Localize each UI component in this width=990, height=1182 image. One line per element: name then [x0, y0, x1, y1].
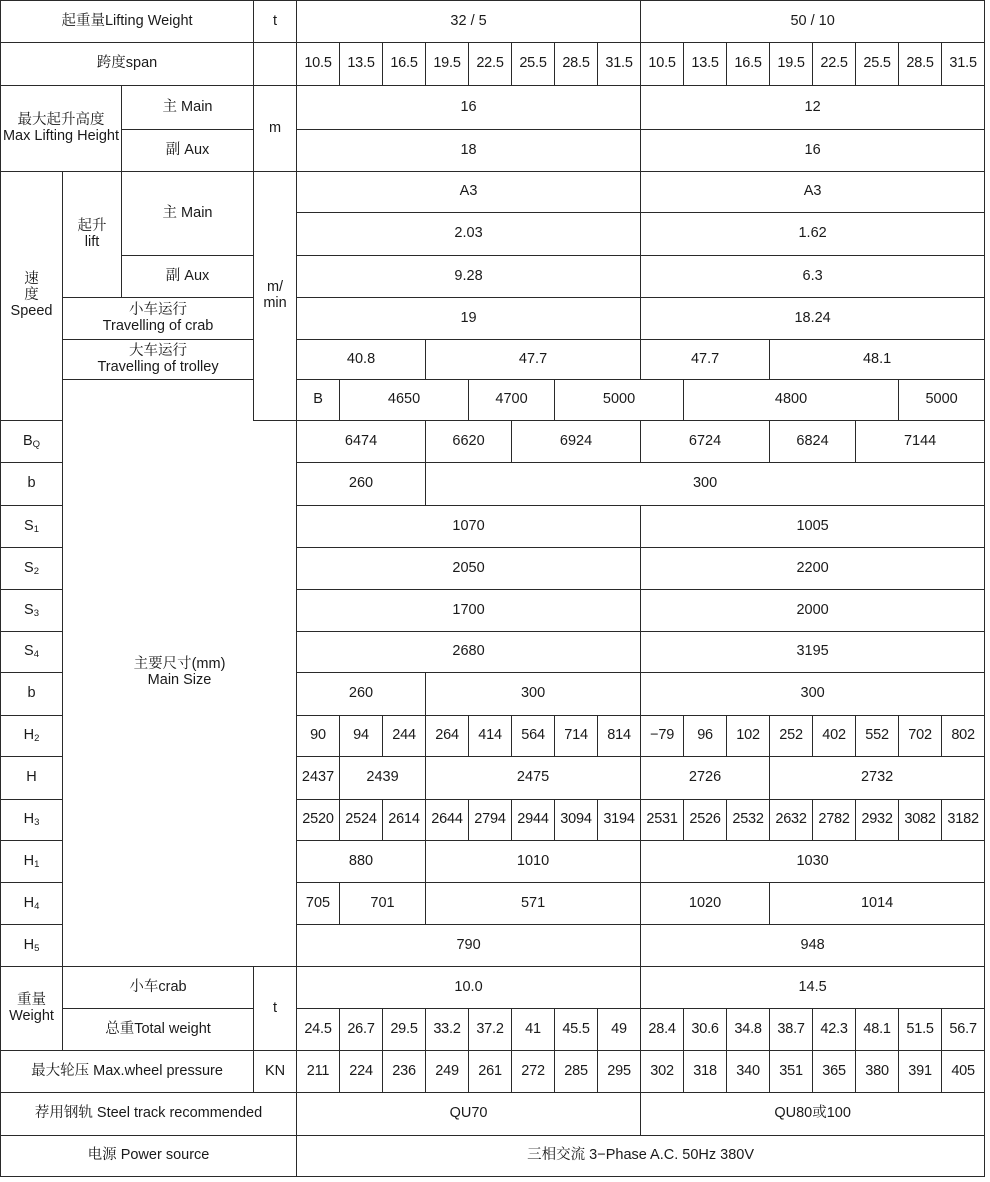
weight-total-value: 45.5 [555, 1009, 598, 1051]
dim-H3-value: 3182 [942, 800, 985, 841]
dim-B-value: 4800 [684, 380, 899, 421]
dim-BQ-value: 6824 [770, 421, 856, 463]
span-cell: 31.5 [942, 43, 985, 86]
dim-symbol-b: b [1, 463, 63, 506]
max-height-main-b: 12 [641, 86, 985, 130]
dim-H5-value: 790 [297, 925, 641, 967]
main-size-label-en: Main Size [147, 672, 212, 688]
weight-total-value: 42.3 [813, 1009, 856, 1051]
max-height-aux-b: 16 [641, 130, 985, 172]
span-cell: 25.5 [856, 43, 899, 86]
dim-BQ-value: 6924 [512, 421, 641, 463]
trolley-travel-label [63, 340, 254, 380]
dim-H3-value: 3194 [598, 800, 641, 841]
dim-H3-value: 3082 [899, 800, 942, 841]
span-cell: 13.5 [340, 43, 383, 86]
dim-b1-value: 260 [297, 463, 426, 506]
span-unit [254, 43, 297, 86]
wheel-pressure-value: 249 [426, 1051, 469, 1093]
wheel-pressure-value: 391 [899, 1051, 942, 1093]
dim-symbol-H4: $H_4$ [1, 883, 63, 925]
lifting-weight-label: 起重量Lifting Weight [1, 1, 254, 43]
wheel-pressure-label: 最大轮压 Max.wheel pressure [1, 1051, 254, 1093]
speed-label-en: Speed [10, 302, 53, 319]
dim-H1-value: 1030 [641, 841, 985, 883]
weight-total-value: 56.7 [942, 1009, 985, 1051]
dim-B-value: 4700 [469, 380, 555, 421]
span-cell: 19.5 [426, 43, 469, 86]
trolley-travel-en: Travelling of trolley [97, 358, 219, 375]
dim-H2-value: 552 [856, 716, 899, 757]
dim-H2-value: 90 [297, 716, 340, 757]
dim-H5-value: 948 [641, 925, 985, 967]
dim-H2-value: 96 [684, 716, 727, 757]
span-cell: 22.5 [813, 43, 856, 86]
dim-S4-value: 3195 [641, 632, 985, 673]
dim-symbol-H2: $H_2$ [1, 716, 63, 757]
dim-H2-value: 102 [727, 716, 770, 757]
wheel-pressure-value: 236 [383, 1051, 426, 1093]
lifting-weight-unit: t [254, 1, 297, 43]
dim-S3-value: 1700 [297, 590, 641, 632]
power-source-label: 电源 Power source [1, 1136, 297, 1177]
row-weight-crab [1, 967, 985, 1009]
speed-main-label: 主 Main [122, 172, 254, 256]
weight-total-value: 48.1 [856, 1009, 899, 1051]
weight-total-value: 49 [598, 1009, 641, 1051]
span-cell: 16.5 [383, 43, 426, 86]
speed-main-a: 2.03 [297, 213, 641, 256]
trolley-travel-value: 47.7 [641, 340, 770, 380]
wheel-pressure-value: 365 [813, 1051, 856, 1093]
row-power-source [1, 1136, 985, 1177]
steel-track-b: QU80或100 [641, 1093, 985, 1136]
wheel-pressure-value: 351 [770, 1051, 813, 1093]
dim-S3-value: 2000 [641, 590, 985, 632]
dim-H-value: 2439 [340, 757, 426, 800]
dim-H2-value: 414 [469, 716, 512, 757]
wheel-pressure-value: 272 [512, 1051, 555, 1093]
trolley-travel-value: 47.7 [426, 340, 641, 380]
weight-total-label: 总重Total weight [63, 1009, 254, 1051]
max-height-aux-a: 18 [297, 130, 641, 172]
trolley-travel-value: 40.8 [297, 340, 426, 380]
row-span [1, 43, 985, 86]
dim-H4-value: 1014 [770, 883, 985, 925]
dim-H3-value: 2794 [469, 800, 512, 841]
dim-H2-value: 244 [383, 716, 426, 757]
dim-S1-value: 1005 [641, 506, 985, 548]
dim-H3-value: 2520 [297, 800, 340, 841]
trolley-travel-cn: 大车运行 [129, 342, 188, 359]
weight-total-value: 28.4 [641, 1009, 684, 1051]
row-trolley-travel [1, 340, 985, 380]
weight-total-value: 30.6 [684, 1009, 727, 1051]
dim-b2-value: 260 [297, 673, 426, 716]
span-cell: 10.5 [641, 43, 684, 86]
duty-class-b: A3 [641, 172, 985, 213]
wheel-pressure-value: 261 [469, 1051, 512, 1093]
dim-symbol-H3: $H_3$ [1, 800, 63, 841]
speed-label-cn-2: 度 [24, 287, 39, 304]
power-source-value: 三相交流 3−Phase A.C. 50Hz 380V [297, 1136, 985, 1177]
dim-symbol-B: B [297, 380, 340, 421]
dim-S1-value: 1070 [297, 506, 641, 548]
span-cell: 16.5 [727, 43, 770, 86]
dim-H2-value: 402 [813, 716, 856, 757]
speed-unit-2: min [263, 295, 287, 311]
span-cell: 19.5 [770, 43, 813, 86]
dim-BQ-value: 6724 [641, 421, 770, 463]
dim-symbol-S2: $S_2$ [1, 548, 63, 590]
dim-S4-value: 2680 [297, 632, 641, 673]
wheel-pressure-value: 405 [942, 1051, 985, 1093]
dim-H2-value: 802 [942, 716, 985, 757]
dim-symbol-S1: $S_1$ [1, 506, 63, 548]
dim-B-value: 5000 [899, 380, 985, 421]
dim-symbol-BQ: $B_Q$ [1, 421, 63, 463]
duty-class-a: A3 [297, 172, 641, 213]
dim-H3-value: 2644 [426, 800, 469, 841]
dim-symbol-H1: $H_1$ [1, 841, 63, 883]
dim-H3-value: 2944 [512, 800, 555, 841]
dim-S2-value: 2200 [641, 548, 985, 590]
dim-H-value: 2732 [770, 757, 985, 800]
dim-H4-value: 701 [340, 883, 426, 925]
speed-main-b: 1.62 [641, 213, 985, 256]
speed-aux-a: 9.28 [297, 256, 641, 298]
max-height-aux-label: 副 Aux [122, 130, 254, 172]
row-crab-travel [1, 298, 985, 340]
steel-track-a: QU70 [297, 1093, 641, 1136]
trolley-travel-value: 48.1 [770, 340, 985, 380]
dim-B-value: 5000 [555, 380, 684, 421]
wheel-pressure-value: 211 [297, 1051, 340, 1093]
dim-H2-value: 814 [598, 716, 641, 757]
wheel-pressure-value: 285 [555, 1051, 598, 1093]
wheel-pressure-unit: KN [254, 1051, 297, 1093]
weight-total-value: 33.2 [426, 1009, 469, 1051]
span-label: 跨度span [1, 43, 254, 86]
weight-total-value: 24.5 [297, 1009, 340, 1051]
dim-b2-value: 300 [641, 673, 985, 716]
lift-label [63, 172, 122, 298]
dim-H3-value: 3094 [555, 800, 598, 841]
dim-b2-value: 300 [426, 673, 641, 716]
dim-H-value: 2437 [297, 757, 340, 800]
max-height-unit: m [254, 86, 297, 172]
weight-crab-b: 14.5 [641, 967, 985, 1009]
dim-H3-value: 2614 [383, 800, 426, 841]
weight-crab-a: 10.0 [297, 967, 641, 1009]
speed-aux-b: 6.3 [641, 256, 985, 298]
speed-aux-label: 副 Aux [122, 256, 254, 298]
weight-total-value: 37.2 [469, 1009, 512, 1051]
dim-H4-value: 1020 [641, 883, 770, 925]
max-height-label-cn: 最大起升高度 [17, 111, 105, 128]
dim-H3-value: 2526 [684, 800, 727, 841]
row-max-height-aux [1, 130, 985, 172]
dim-symbol-S3: $S_3$ [1, 590, 63, 632]
dim-H-value: 2475 [426, 757, 641, 800]
weight-total-value: 34.8 [727, 1009, 770, 1051]
crab-travel-cn: 小车运行 [129, 301, 188, 318]
lift-label-cn: 起升 [77, 217, 107, 234]
dim-H2-value: 252 [770, 716, 813, 757]
lift-label-en: lift [84, 233, 100, 250]
dim-H2-value: 264 [426, 716, 469, 757]
dim-H2-value: 714 [555, 716, 598, 757]
steel-track-label: 荐用钢轨 Steel track recommended [1, 1093, 297, 1136]
span-cell: 28.5 [555, 43, 598, 86]
group-a-capacity: 32 / 5 [297, 1, 641, 43]
row-max-height-main [1, 86, 985, 130]
dim-H2-value: 564 [512, 716, 555, 757]
wheel-pressure-value: 295 [598, 1051, 641, 1093]
weight-label [1, 967, 63, 1051]
dim-b1-value: 300 [426, 463, 985, 506]
weight-total-value: 29.5 [383, 1009, 426, 1051]
row-weight-total [1, 1009, 985, 1051]
dim-BQ-value: 7144 [856, 421, 985, 463]
weight-crab-label: 小车crab [63, 967, 254, 1009]
dim-H-value: 2726 [641, 757, 770, 800]
speed-unit-1: m/ [266, 279, 284, 296]
span-cell: 13.5 [684, 43, 727, 86]
weight-total-value: 51.5 [899, 1009, 942, 1051]
weight-label-cn: 重量 [17, 991, 46, 1008]
dim-H4-value: 705 [297, 883, 340, 925]
wheel-pressure-value: 318 [684, 1051, 727, 1093]
max-height-label [1, 86, 122, 172]
dim-symbol-b: b [1, 673, 63, 716]
span-cell: 25.5 [512, 43, 555, 86]
weight-label-en: Weight [9, 1007, 54, 1024]
span-cell: 22.5 [469, 43, 512, 86]
wheel-pressure-value: 380 [856, 1051, 899, 1093]
crab-travel-b: 18.24 [641, 298, 985, 340]
dim-BQ-value: 6620 [426, 421, 512, 463]
dim-H3-value: 2782 [813, 800, 856, 841]
dim-symbol-H: H [1, 757, 63, 800]
row-speed-duty [1, 172, 985, 213]
weight-total-value: 26.7 [340, 1009, 383, 1051]
dim-H3-value: 2524 [340, 800, 383, 841]
dim-H1-value: 1010 [426, 841, 641, 883]
dim-H3-value: 2531 [641, 800, 684, 841]
wheel-pressure-value: 224 [340, 1051, 383, 1093]
dim-H2-value: 702 [899, 716, 942, 757]
dim-symbol-H5: $H_5$ [1, 925, 63, 967]
span-cell: 10.5 [297, 43, 340, 86]
main-size-label [63, 380, 297, 967]
dim-H2-value: −79 [641, 716, 684, 757]
row-dim-B [1, 380, 985, 421]
dim-H3-value: 2532 [727, 800, 770, 841]
weight-total-value: 38.7 [770, 1009, 813, 1051]
row-steel-track [1, 1093, 985, 1136]
crab-travel-label [63, 298, 254, 340]
speed-label-cn-1: 速 [24, 271, 39, 288]
dim-H2-value: 94 [340, 716, 383, 757]
dim-BQ-value: 6474 [297, 421, 426, 463]
main-size-label-cn: 主要尺寸(mm) [133, 656, 226, 673]
row-speed-aux [1, 256, 985, 298]
max-height-main-label: 主 Main [122, 86, 254, 130]
crab-travel-en: Travelling of crab [102, 317, 214, 334]
row-lifting-weight [1, 1, 985, 43]
speed-label [1, 172, 63, 421]
weight-total-value: 41 [512, 1009, 555, 1051]
wheel-pressure-value: 302 [641, 1051, 684, 1093]
max-height-label-en: Max Lifting Height [2, 127, 120, 144]
crab-travel-a: 19 [297, 298, 641, 340]
dim-H3-value: 2632 [770, 800, 813, 841]
wheel-pressure-value: 340 [727, 1051, 770, 1093]
span-cell: 28.5 [899, 43, 942, 86]
dim-S2-value: 2050 [297, 548, 641, 590]
dim-B-value: 4650 [340, 380, 469, 421]
dim-symbol-S4: $S_4$ [1, 632, 63, 673]
dim-H3-value: 2932 [856, 800, 899, 841]
weight-unit: t [254, 967, 297, 1051]
row-wheel-pressure [1, 1051, 985, 1093]
dim-H1-value: 880 [297, 841, 426, 883]
span-cell: 31.5 [598, 43, 641, 86]
group-b-capacity: 50 / 10 [641, 1, 985, 43]
dim-H4-value: 571 [426, 883, 641, 925]
max-height-main-a: 16 [297, 86, 641, 130]
